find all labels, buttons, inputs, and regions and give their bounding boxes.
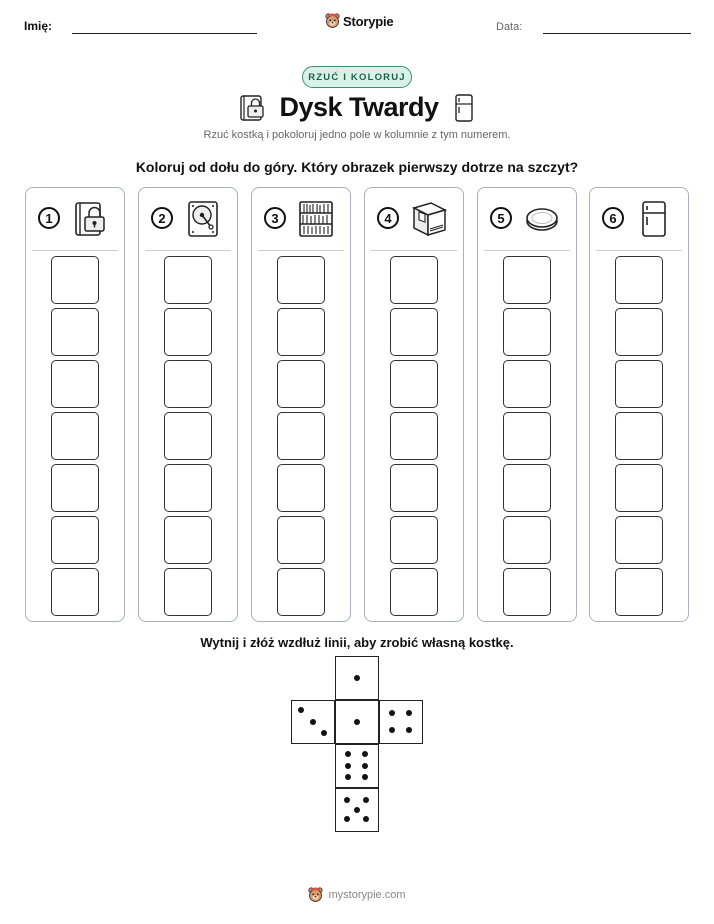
dice-column-5 bbox=[477, 187, 577, 622]
column-divider bbox=[371, 250, 457, 251]
lock-book-icon bbox=[239, 94, 265, 122]
page-title: Dysk Twardy bbox=[279, 92, 439, 122]
dice-face-6 bbox=[335, 744, 379, 788]
subtitle: Rzuć kostką i pokoloruj jedno pole w kolumnie z tym numerem. bbox=[203, 129, 511, 141]
name-label: Imię: bbox=[24, 19, 53, 33]
name-field[interactable] bbox=[72, 33, 257, 34]
dice-pip bbox=[363, 816, 369, 822]
dice-column-6 bbox=[589, 187, 689, 622]
color-cell[interactable] bbox=[615, 412, 663, 460]
dice-column-1 bbox=[25, 187, 125, 622]
color-cell[interactable] bbox=[51, 256, 99, 304]
color-cell[interactable] bbox=[51, 360, 99, 408]
color-cell[interactable] bbox=[390, 256, 438, 304]
color-cell[interactable] bbox=[51, 464, 99, 512]
dice-pip bbox=[354, 675, 360, 681]
color-cell[interactable] bbox=[277, 516, 325, 564]
bear-mascot-icon bbox=[325, 13, 340, 29]
color-cell[interactable] bbox=[390, 516, 438, 564]
column-number: 2 bbox=[151, 207, 173, 229]
color-cell[interactable] bbox=[615, 568, 663, 616]
color-cell[interactable] bbox=[615, 256, 663, 304]
column-number: 1 bbox=[38, 207, 60, 229]
bear-mascot-icon bbox=[308, 887, 323, 903]
column-number: 3 bbox=[264, 207, 286, 229]
dice-pip bbox=[344, 797, 350, 803]
dice-pip bbox=[362, 763, 368, 769]
color-cell[interactable] bbox=[164, 308, 212, 356]
column-divider bbox=[258, 250, 344, 251]
dice-pip bbox=[406, 727, 412, 733]
color-cell[interactable] bbox=[615, 464, 663, 512]
color-cell[interactable] bbox=[503, 568, 551, 616]
dice-pip bbox=[344, 816, 350, 822]
color-cell[interactable] bbox=[390, 360, 438, 408]
fridge-icon bbox=[453, 93, 475, 123]
color-cell[interactable] bbox=[277, 360, 325, 408]
color-cell[interactable] bbox=[615, 516, 663, 564]
date-field[interactable] bbox=[543, 33, 691, 34]
dice-pip bbox=[363, 797, 369, 803]
dice-column-4 bbox=[364, 187, 464, 622]
dice-pip bbox=[354, 807, 360, 813]
brand-logo bbox=[325, 13, 393, 29]
column-divider bbox=[145, 250, 231, 251]
activity-badge: RZUĆ I KOLORUJ bbox=[302, 66, 412, 88]
color-cell[interactable] bbox=[164, 516, 212, 564]
color-cell[interactable] bbox=[503, 412, 551, 460]
dice-column-3 bbox=[251, 187, 351, 622]
color-cell[interactable] bbox=[503, 360, 551, 408]
dice-face-1 bbox=[335, 700, 379, 744]
footer bbox=[0, 887, 714, 903]
color-cell[interactable] bbox=[390, 464, 438, 512]
color-cell[interactable] bbox=[615, 360, 663, 408]
dice-column-2 bbox=[138, 187, 238, 622]
dice-pip bbox=[298, 707, 304, 713]
disc-icon bbox=[524, 200, 560, 238]
dice-pip bbox=[345, 763, 351, 769]
color-cell[interactable] bbox=[615, 308, 663, 356]
color-cell[interactable] bbox=[277, 256, 325, 304]
dice-face-3 bbox=[291, 700, 335, 744]
dice-pip bbox=[345, 774, 351, 780]
color-cell[interactable] bbox=[503, 516, 551, 564]
column-number: 5 bbox=[490, 207, 512, 229]
color-cell[interactable] bbox=[164, 568, 212, 616]
color-cell[interactable] bbox=[390, 568, 438, 616]
footer-url: mystorypie.com bbox=[328, 889, 406, 901]
color-cell[interactable] bbox=[51, 308, 99, 356]
column-number: 6 bbox=[602, 207, 624, 229]
dice-pip bbox=[354, 719, 360, 725]
color-cell[interactable] bbox=[277, 308, 325, 356]
bookshelf-icon bbox=[298, 200, 334, 238]
color-cell[interactable] bbox=[277, 412, 325, 460]
color-cell[interactable] bbox=[164, 256, 212, 304]
color-cell[interactable] bbox=[503, 308, 551, 356]
cut-instruction: Wytnij i złóż wzdłuż linii, aby zrobić własną kostkę. bbox=[200, 635, 514, 650]
color-cell[interactable] bbox=[390, 308, 438, 356]
fridge-icon bbox=[636, 200, 672, 238]
column-divider bbox=[32, 250, 118, 251]
color-cell[interactable] bbox=[277, 568, 325, 616]
lock-book-icon bbox=[72, 200, 108, 238]
color-cell[interactable] bbox=[277, 464, 325, 512]
color-cell[interactable] bbox=[164, 360, 212, 408]
brand-name: Storypie bbox=[343, 13, 394, 29]
color-cell[interactable] bbox=[51, 568, 99, 616]
date-label: Data: bbox=[496, 21, 523, 33]
coloring-instruction: Koloruj od dołu do góry. Który obrazek pierwszy dotrze na szczyt? bbox=[135, 159, 579, 175]
color-cell[interactable] bbox=[503, 256, 551, 304]
color-cell[interactable] bbox=[51, 516, 99, 564]
dice-pip bbox=[362, 751, 368, 757]
dice-face-1 bbox=[335, 656, 379, 700]
dice-face-4 bbox=[379, 700, 423, 744]
column-divider bbox=[484, 250, 570, 251]
book-icon bbox=[411, 200, 447, 238]
title-row bbox=[0, 92, 714, 123]
dice-pip bbox=[362, 774, 368, 780]
color-cell[interactable] bbox=[164, 464, 212, 512]
hard-drive-icon bbox=[185, 200, 221, 238]
color-cell[interactable] bbox=[51, 412, 99, 460]
column-number: 4 bbox=[377, 207, 399, 229]
column-divider bbox=[596, 250, 682, 251]
dice-pip bbox=[389, 727, 395, 733]
color-cell[interactable] bbox=[390, 412, 438, 460]
dice-pip bbox=[406, 710, 412, 716]
dice-pip bbox=[321, 730, 327, 736]
dice-pip bbox=[345, 751, 351, 757]
color-cell[interactable] bbox=[503, 464, 551, 512]
dice-face-5 bbox=[335, 788, 379, 832]
color-cell[interactable] bbox=[164, 412, 212, 460]
dice-pip bbox=[310, 719, 316, 725]
dice-pip bbox=[389, 710, 395, 716]
